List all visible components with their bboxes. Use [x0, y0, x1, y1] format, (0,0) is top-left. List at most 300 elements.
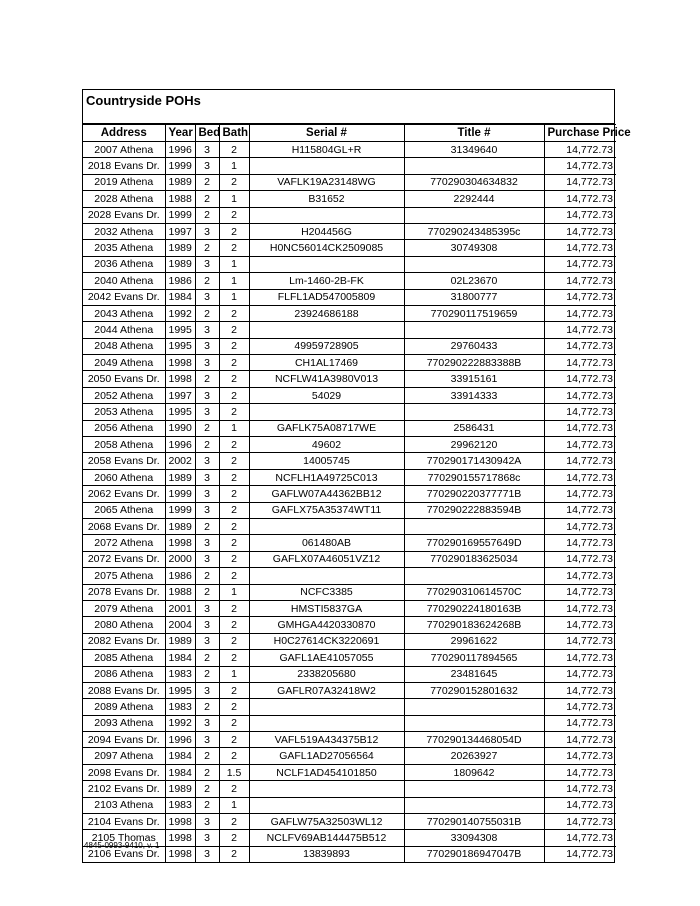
serial-cell: VAFLK19A23148WG [249, 174, 404, 190]
bath-cell: 2 [219, 174, 249, 190]
serial-cell: H204456G [249, 223, 404, 239]
title-number-cell: 770290183625034 [404, 551, 544, 567]
year-cell: 2000 [165, 551, 195, 567]
purchase-price-cell: 14,772.73 [544, 748, 616, 764]
document-id: 4845-0993-9410, v. 1 [84, 841, 160, 850]
table-row [83, 469, 616, 485]
table-row [83, 732, 616, 748]
address-cell: 2097 Athena [83, 748, 165, 764]
address-cell: 2036 Athena [83, 256, 165, 272]
bath-cell: 2 [219, 355, 249, 371]
purchase-price-cell: 14,772.73 [544, 207, 616, 223]
purchase-price-cell: 14,772.73 [544, 551, 616, 567]
purchase-price-cell: 14,772.73 [544, 191, 616, 207]
bed-cell: 2 [195, 764, 219, 780]
address-cell: 2042 Evans Dr. [83, 289, 165, 305]
purchase-price-cell: 14,772.73 [544, 223, 616, 239]
title-number-cell [404, 404, 544, 420]
title-number-cell: 29962120 [404, 437, 544, 453]
year-cell: 1989 [165, 518, 195, 534]
purchase-price-cell: 14,772.73 [544, 355, 616, 371]
address-cell: 2058 Athena [83, 437, 165, 453]
bath-cell: 2 [219, 223, 249, 239]
bed-cell: 3 [195, 535, 219, 551]
title-number-cell: 770290222883594B [404, 502, 544, 518]
address-cell: 2078 Evans Dr. [83, 584, 165, 600]
year-cell: 1989 [165, 633, 195, 649]
title-number-cell: 770290171430942A [404, 453, 544, 469]
bath-cell: 1 [219, 191, 249, 207]
serial-cell [249, 256, 404, 272]
table-row [83, 797, 616, 813]
title-number-cell: 30749308 [404, 240, 544, 256]
table-row [83, 584, 616, 600]
purchase-price-cell: 14,772.73 [544, 682, 616, 698]
bath-cell: 2 [219, 240, 249, 256]
bed-cell: 3 [195, 715, 219, 731]
table-row [83, 535, 616, 551]
address-cell: 2079 Athena [83, 600, 165, 616]
title-number-cell [404, 715, 544, 731]
table-row [83, 322, 616, 338]
year-cell: 1999 [165, 502, 195, 518]
table-row [83, 600, 616, 616]
year-cell: 1997 [165, 223, 195, 239]
serial-cell: GAFLW75A32503WL12 [249, 814, 404, 830]
bed-cell: 3 [195, 322, 219, 338]
bed-cell: 2 [195, 174, 219, 190]
year-cell: 1995 [165, 682, 195, 698]
table-row [83, 617, 616, 633]
bath-cell: 2 [219, 617, 249, 633]
address-cell: 2085 Athena [83, 650, 165, 666]
poh-table-container [82, 89, 631, 863]
serial-cell: CH1AL17469 [249, 355, 404, 371]
table-row [83, 191, 616, 207]
bed-cell: 3 [195, 256, 219, 272]
title-number-cell: 770290183624268B [404, 617, 544, 633]
year-cell: 1998 [165, 830, 195, 846]
purchase-price-cell: 14,772.73 [544, 781, 616, 797]
bath-cell: 2 [219, 502, 249, 518]
bath-cell: 2 [219, 518, 249, 534]
year-cell: 1996 [165, 142, 195, 158]
title-number-cell: 33914333 [404, 387, 544, 403]
bed-cell: 2 [195, 437, 219, 453]
year-cell: 1984 [165, 748, 195, 764]
address-cell: 2035 Athena [83, 240, 165, 256]
bed-cell: 3 [195, 355, 219, 371]
serial-cell [249, 568, 404, 584]
title-number-cell: 31800777 [404, 289, 544, 305]
bath-cell: 2 [219, 715, 249, 731]
bath-cell: 2 [219, 814, 249, 830]
bath-cell: 2 [219, 781, 249, 797]
title-number-cell: 2586431 [404, 420, 544, 436]
year-cell: 1995 [165, 338, 195, 354]
address-cell: 2082 Evans Dr. [83, 633, 165, 649]
serial-cell: H0C27614CK3220691 [249, 633, 404, 649]
header-address: Address [83, 125, 165, 142]
table-row [83, 699, 616, 715]
bed-cell: 3 [195, 223, 219, 239]
bed-cell: 2 [195, 568, 219, 584]
serial-cell: 2338205680 [249, 666, 404, 682]
serial-cell: 23924686188 [249, 305, 404, 321]
bed-cell: 2 [195, 650, 219, 666]
bed-cell: 3 [195, 289, 219, 305]
bath-cell: 2 [219, 535, 249, 551]
purchase-price-cell: 14,772.73 [544, 404, 616, 420]
year-cell: 1999 [165, 486, 195, 502]
address-cell: 2019 Athena [83, 174, 165, 190]
bed-cell: 3 [195, 814, 219, 830]
bed-cell: 3 [195, 338, 219, 354]
year-cell: 1992 [165, 715, 195, 731]
address-cell: 2086 Athena [83, 666, 165, 682]
title-number-cell: 770290222883388B [404, 355, 544, 371]
header-serial: Serial # [249, 125, 404, 142]
address-cell: 2068 Evans Dr. [83, 518, 165, 534]
purchase-price-cell: 14,772.73 [544, 650, 616, 666]
address-cell: 2044 Athena [83, 322, 165, 338]
address-cell: 2088 Evans Dr. [83, 682, 165, 698]
title-number-cell [404, 322, 544, 338]
address-cell: 2053 Athena [83, 404, 165, 420]
title-number-cell: 2292444 [404, 191, 544, 207]
bath-cell: 2 [219, 748, 249, 764]
title-number-cell: 23481645 [404, 666, 544, 682]
table-row [83, 355, 616, 371]
table-row [83, 551, 616, 567]
bed-cell: 2 [195, 748, 219, 764]
year-cell: 1998 [165, 355, 195, 371]
title-number-cell: 770290220377771B [404, 486, 544, 502]
title-number-cell: 770290155717868c [404, 469, 544, 485]
table-row [83, 764, 616, 780]
purchase-price-cell: 14,772.73 [544, 633, 616, 649]
serial-cell: GAFL1AE41057055 [249, 650, 404, 666]
bath-cell: 2 [219, 551, 249, 567]
bed-cell: 3 [195, 404, 219, 420]
address-cell: 2102 Evans Dr. [83, 781, 165, 797]
year-cell: 1996 [165, 732, 195, 748]
purchase-price-cell: 14,772.73 [544, 584, 616, 600]
purchase-price-cell: 14,772.73 [544, 715, 616, 731]
year-cell: 1988 [165, 191, 195, 207]
table-row [83, 486, 616, 502]
purchase-price-cell: 14,772.73 [544, 666, 616, 682]
purchase-price-cell: 14,772.73 [544, 732, 616, 748]
address-cell: 2043 Athena [83, 305, 165, 321]
bed-cell: 3 [195, 600, 219, 616]
table-row [83, 682, 616, 698]
purchase-price-cell: 14,772.73 [544, 797, 616, 813]
bed-cell: 3 [195, 486, 219, 502]
year-cell: 1984 [165, 764, 195, 780]
year-cell: 1998 [165, 371, 195, 387]
purchase-price-cell: 14,772.73 [544, 273, 616, 289]
serial-cell [249, 322, 404, 338]
table-row [83, 781, 616, 797]
year-cell: 1989 [165, 174, 195, 190]
purchase-price-cell: 14,772.73 [544, 322, 616, 338]
table-row [83, 404, 616, 420]
serial-cell: FLFL1AD547005809 [249, 289, 404, 305]
purchase-price-cell: 14,772.73 [544, 568, 616, 584]
year-cell: 1996 [165, 437, 195, 453]
address-cell: 2105 Thomas [83, 830, 165, 846]
bath-cell: 2 [219, 650, 249, 666]
bath-cell: 2 [219, 682, 249, 698]
year-cell: 1995 [165, 322, 195, 338]
purchase-price-cell: 14,772.73 [544, 387, 616, 403]
title-number-cell [404, 518, 544, 534]
title-number-cell: 770290117894565 [404, 650, 544, 666]
bed-cell: 2 [195, 240, 219, 256]
serial-cell: GAFLX75A35374WT11 [249, 502, 404, 518]
serial-cell: GAFL1AD27056564 [249, 748, 404, 764]
table-row [83, 420, 616, 436]
bath-cell: 1 [219, 420, 249, 436]
address-cell: 2072 Athena [83, 535, 165, 551]
serial-cell: NCFLW41A3980V013 [249, 371, 404, 387]
year-cell: 1995 [165, 404, 195, 420]
serial-cell: NCFC3385 [249, 584, 404, 600]
bed-cell: 3 [195, 158, 219, 174]
table-row [83, 650, 616, 666]
header-title-number: Title # [404, 125, 544, 142]
serial-cell: 49959728905 [249, 338, 404, 354]
purchase-price-cell: 14,772.73 [544, 469, 616, 485]
poh-table [83, 124, 631, 862]
title-number-cell: 770290310614570C [404, 584, 544, 600]
purchase-price-cell: 14,772.73 [544, 764, 616, 780]
title-number-cell: 770290134468054D [404, 732, 544, 748]
purchase-price-cell: 14,772.73 [544, 371, 616, 387]
bed-cell: 3 [195, 142, 219, 158]
table-row [83, 289, 616, 305]
bed-cell: 3 [195, 846, 219, 862]
header-year: Year [165, 125, 195, 142]
purchase-price-cell: 14,772.73 [544, 240, 616, 256]
title-number-cell [404, 256, 544, 272]
purchase-price-cell: 14,772.73 [544, 420, 616, 436]
bath-cell: 2 [219, 322, 249, 338]
year-cell: 1999 [165, 207, 195, 223]
serial-cell: 49602 [249, 437, 404, 453]
address-cell: 2103 Athena [83, 797, 165, 813]
purchase-price-cell: 14,772.73 [544, 289, 616, 305]
bath-cell: 2 [219, 404, 249, 420]
bath-cell: 2 [219, 568, 249, 584]
table-title: Countryside POHs [83, 90, 614, 124]
serial-cell [249, 404, 404, 420]
purchase-price-cell: 14,772.73 [544, 830, 616, 846]
table-row [83, 223, 616, 239]
year-cell: 2001 [165, 600, 195, 616]
serial-cell: GAFLK75A08717WE [249, 420, 404, 436]
address-cell: 2106 Evans Dr. [83, 846, 165, 862]
bath-cell: 2 [219, 338, 249, 354]
serial-cell [249, 781, 404, 797]
table-row [83, 633, 616, 649]
bath-cell: 1 [219, 273, 249, 289]
table-row [83, 142, 616, 158]
table-row [83, 830, 616, 846]
address-cell: 2049 Athena [83, 355, 165, 371]
address-cell: 2032 Athena [83, 223, 165, 239]
serial-cell: H115804GL+R [249, 142, 404, 158]
table-row [83, 305, 616, 321]
address-cell: 2056 Athena [83, 420, 165, 436]
purchase-price-cell: 14,772.73 [544, 518, 616, 534]
year-cell: 2004 [165, 617, 195, 633]
bath-cell: 2 [219, 437, 249, 453]
bath-cell: 2 [219, 453, 249, 469]
bath-cell: 2 [219, 830, 249, 846]
serial-cell: Lm-1460-2B-FK [249, 273, 404, 289]
table-row [83, 846, 616, 862]
address-cell: 2065 Athena [83, 502, 165, 518]
table-row [83, 437, 616, 453]
year-cell: 1989 [165, 469, 195, 485]
year-cell: 1998 [165, 814, 195, 830]
bed-cell: 3 [195, 682, 219, 698]
purchase-price-cell: 14,772.73 [544, 846, 616, 862]
bath-cell: 1 [219, 256, 249, 272]
serial-cell: NCLF1AD454101850 [249, 764, 404, 780]
serial-cell: 13839893 [249, 846, 404, 862]
title-number-cell: 770290243485395c [404, 223, 544, 239]
purchase-price-cell: 14,772.73 [544, 305, 616, 321]
table-row [83, 518, 616, 534]
bath-cell: 2 [219, 732, 249, 748]
title-number-cell: 770290140755031B [404, 814, 544, 830]
table-row [83, 715, 616, 731]
purchase-price-cell: 14,772.73 [544, 142, 616, 158]
title-number-cell: 20263927 [404, 748, 544, 764]
year-cell: 1999 [165, 158, 195, 174]
year-cell: 1990 [165, 420, 195, 436]
year-cell: 1998 [165, 846, 195, 862]
title-number-cell: 770290169557649D [404, 535, 544, 551]
title-number-cell: 29760433 [404, 338, 544, 354]
purchase-price-cell: 14,772.73 [544, 699, 616, 715]
purchase-price-cell: 14,772.73 [544, 256, 616, 272]
serial-cell: B31652 [249, 191, 404, 207]
address-cell: 2062 Evans Dr. [83, 486, 165, 502]
serial-cell: GMHGA4420330870 [249, 617, 404, 633]
address-cell: 2104 Evans Dr. [83, 814, 165, 830]
title-number-cell: 33094308 [404, 830, 544, 846]
bath-cell: 1 [219, 797, 249, 813]
serial-cell [249, 699, 404, 715]
table-row [83, 207, 616, 223]
year-cell: 1983 [165, 666, 195, 682]
purchase-price-cell: 14,772.73 [544, 535, 616, 551]
bath-cell: 1 [219, 289, 249, 305]
table-row [83, 748, 616, 764]
purchase-price-cell: 14,772.73 [544, 814, 616, 830]
address-cell: 2048 Athena [83, 338, 165, 354]
title-number-cell [404, 207, 544, 223]
serial-cell: GAFLX07A46051VZ12 [249, 551, 404, 567]
address-cell: 2058 Evans Dr. [83, 453, 165, 469]
title-number-cell [404, 568, 544, 584]
address-cell: 2052 Athena [83, 387, 165, 403]
table-row [83, 338, 616, 354]
bed-cell: 3 [195, 469, 219, 485]
year-cell: 1986 [165, 568, 195, 584]
serial-cell: NCFLH1A49725C013 [249, 469, 404, 485]
serial-cell [249, 158, 404, 174]
table-row [83, 174, 616, 190]
title-number-cell: 770290186947047B [404, 846, 544, 862]
serial-cell [249, 797, 404, 813]
header-purchase-price: Purchase Price [544, 125, 616, 142]
year-cell: 2002 [165, 453, 195, 469]
table-row [83, 387, 616, 403]
table-row [83, 371, 616, 387]
address-cell: 2098 Evans Dr. [83, 764, 165, 780]
address-cell: 2075 Athena [83, 568, 165, 584]
address-cell: 2093 Athena [83, 715, 165, 731]
bed-cell: 3 [195, 617, 219, 633]
year-cell: 1988 [165, 584, 195, 600]
bath-cell: 2 [219, 633, 249, 649]
bath-cell: 1 [219, 666, 249, 682]
table-row [83, 273, 616, 289]
title-number-cell [404, 158, 544, 174]
serial-cell: 14005745 [249, 453, 404, 469]
bed-cell: 3 [195, 551, 219, 567]
bed-cell: 2 [195, 781, 219, 797]
title-number-cell: 770290152801632 [404, 682, 544, 698]
address-cell: 2028 Athena [83, 191, 165, 207]
year-cell: 1997 [165, 387, 195, 403]
year-cell: 1989 [165, 240, 195, 256]
table-row [83, 240, 616, 256]
header-bed: Bed [195, 125, 219, 142]
bed-cell: 2 [195, 207, 219, 223]
title-number-cell: 33915161 [404, 371, 544, 387]
title-number-cell: 29961622 [404, 633, 544, 649]
bed-cell: 2 [195, 518, 219, 534]
year-cell: 1992 [165, 305, 195, 321]
table-row [83, 814, 616, 830]
title-number-cell [404, 797, 544, 813]
bath-cell: 2 [219, 486, 249, 502]
serial-cell: NCLFV69AB144475B512 [249, 830, 404, 846]
year-cell: 1983 [165, 797, 195, 813]
bath-cell: 1 [219, 584, 249, 600]
table-row [83, 453, 616, 469]
bed-cell: 2 [195, 699, 219, 715]
address-cell: 2094 Evans Dr. [83, 732, 165, 748]
title-number-cell: 770290224180163B [404, 600, 544, 616]
year-cell: 1998 [165, 535, 195, 551]
serial-cell: HMSTI5837GA [249, 600, 404, 616]
bath-cell: 2 [219, 371, 249, 387]
purchase-price-cell: 14,772.73 [544, 437, 616, 453]
header-bath: Bath [219, 125, 249, 142]
purchase-price-cell: 14,772.73 [544, 174, 616, 190]
bed-cell: 2 [195, 420, 219, 436]
bath-cell: 2 [219, 305, 249, 321]
address-cell: 2050 Evans Dr. [83, 371, 165, 387]
title-number-cell: 31349640 [404, 142, 544, 158]
